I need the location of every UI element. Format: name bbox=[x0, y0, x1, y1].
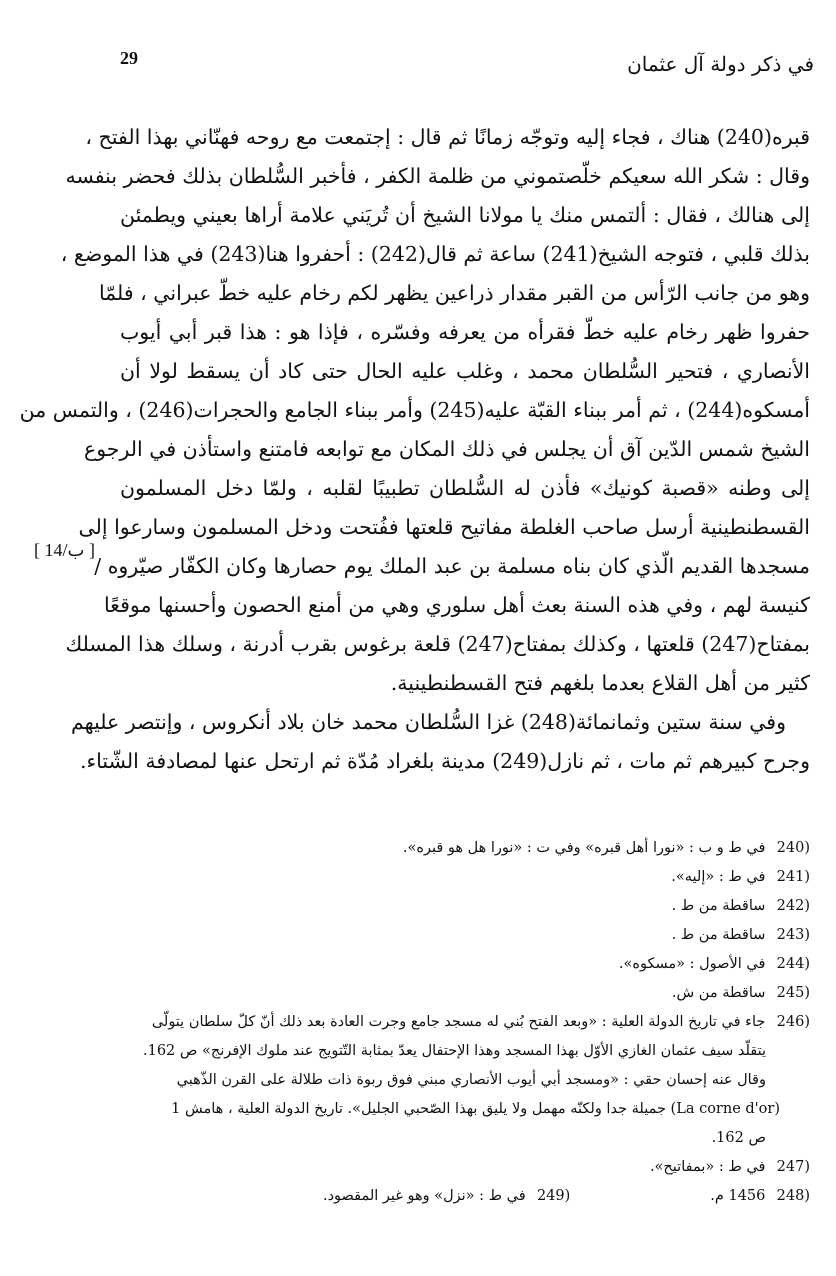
footnote-text: في ط : «بمفاتيح». bbox=[649, 1159, 766, 1175]
footnote-text: يتقلّد سيف عثمان الغازي الأوّل بهذا المسجد وهذا الإحتفال يعدّ بمثابة التّتويج عند ملوك الإفرنج» ص 162. bbox=[143, 1043, 766, 1059]
footnote-number: 247) bbox=[776, 1159, 810, 1175]
footnote-continuation bbox=[20, 1095, 810, 1124]
margin-folio-reference: [ 14/ب ] bbox=[34, 540, 95, 560]
footnote bbox=[323, 1182, 570, 1211]
footnote-text: 1456 م. bbox=[710, 1188, 766, 1204]
footnotes bbox=[20, 834, 810, 1211]
body-line: وفي سنة ستين وثمانمائة(248) غزا السُّلطان محمد خان بلاد أنكروس ، وإنتصر عليهم bbox=[70, 710, 786, 734]
footnote-pair bbox=[20, 1182, 810, 1211]
body-line: مسجدها القديم الّذي كان بناه مسلمة بن عبد الملك يوم حصارها وكان الكفّار صيّروه / bbox=[94, 554, 810, 578]
footnote-text: ساقطة من ش. bbox=[671, 985, 766, 1001]
footnote-text: وقال عنه إحسان حقي : «ومسجد أبي أيوب الأنصاري مبني فوق ربوة ذات طلالة على القرن الذّهبي bbox=[176, 1072, 766, 1088]
body-line: حفروا ظهر رخام عليه خطّ فقرأه من يعرفه وفسّره ، فإذا هو : هذا قبر أبي أيوب bbox=[120, 320, 810, 344]
body-line: كثير من أهل القلاع بعدما بلغهم فتح القسطنطينية. bbox=[390, 671, 810, 695]
footnote-continuation bbox=[20, 1066, 810, 1095]
body-line: بذلك قلبي ، فتوجه الشيخ(241) ساعة ثم قال(242) : أحفروا هنا(243) في هذا الموضع ، bbox=[60, 242, 810, 266]
footnote-text: في ط و ب : «نورا أهل قبره» وفي ت : «نورا هل هو قبره». bbox=[402, 840, 766, 856]
footnote bbox=[20, 1153, 810, 1182]
body-line: الشيخ شمس الدّين آق أن يجلس في ذلك المكان مع توابعه فامتنع واستأذن في الرجوع bbox=[83, 437, 810, 461]
body-line: كنيسة لهم ، وفي هذه السنة بعث أهل سلوري وهي من أمنع الحصون وأحسنها موقعًا bbox=[103, 593, 810, 617]
body-line: وجرح كبيرهم ثم مات ، ثم نازل(249) مدينة بلغراد مُدّة ثم ارتحل عنها لمصادفة الشّتاء. bbox=[80, 749, 810, 773]
footnote-text: (La corne d'or) جميلة جدا ولكنّه مهمل ولا يليق بهذا الصّحبي الجليل». تاريخ الدولة العلية ، هامش 1 bbox=[171, 1101, 780, 1117]
footnote-continuation bbox=[20, 1124, 810, 1153]
footnote bbox=[20, 834, 810, 863]
footnote-text: في ط : «إليه». bbox=[671, 869, 766, 885]
running-header: في ذكر دولة آل عثمان bbox=[627, 52, 814, 76]
footnote bbox=[20, 921, 810, 950]
footnote bbox=[20, 863, 810, 892]
footnote bbox=[20, 950, 810, 979]
body-line: أمسكوه(244) ، ثم أمر ببناء القبّة عليه(245) وأمر ببناء الجامع والحجرات(246) ، والتمس من bbox=[19, 398, 810, 422]
footnote-number: 248) bbox=[776, 1188, 810, 1204]
footnote-text: في الأصول : «مسكوه». bbox=[618, 956, 766, 972]
footnote-number: 244) bbox=[776, 956, 810, 972]
footnote bbox=[20, 979, 810, 1008]
footnote-number: 243) bbox=[776, 927, 810, 943]
footnote-text: جاء في تاريخ الدولة العلية : «وبعد الفتح بُني له مسجد جامع وجرت العادة بعد ذلك أنّ كلّ سلطان يتولّى bbox=[151, 1014, 766, 1030]
footnote-text: ص 162. bbox=[711, 1130, 766, 1146]
body-line: الأنصاري ، فتحير السُّلطان محمد ، وغلب عليه الحال حتى كاد أن يسقط لولا أن bbox=[120, 359, 810, 383]
body-line: القسطنطينية أرسل صاحب الغلطة مفاتيح قلعتها ففُتحت ودخل المسلمون وسارعوا إلى bbox=[78, 515, 810, 539]
footnote-text: ساقطة من ط . bbox=[671, 898, 766, 914]
body-line: وقال : شكر الله سعيكم خلّصتموني من ظلمة الكفر ، فأخبر السُّلطان بذلك فحضر بنفسه bbox=[65, 164, 810, 188]
footnote-number: 246) bbox=[776, 1014, 810, 1030]
footnote bbox=[20, 892, 810, 921]
footnote-text: ساقطة من ط . bbox=[671, 927, 766, 943]
footnote-number: 249) bbox=[536, 1188, 571, 1204]
footnote-number: 245) bbox=[776, 985, 810, 1001]
footnote-number: 242) bbox=[776, 898, 810, 914]
footnote bbox=[710, 1182, 810, 1211]
page-number: 29 bbox=[120, 48, 138, 68]
footnote-number: 240) bbox=[776, 840, 810, 856]
footnote-number: 241) bbox=[776, 869, 810, 885]
body-line: بمفتاح(247) قلعتها ، وكذلك بمفتاح(247) قلعة برغوس بقرب أدرنة ، وسلك هذا المسلك bbox=[65, 632, 810, 656]
body-line: إلى هنالك ، فقال : ألتمس منك يا مولانا الشيخ أن تُريَني علامة أراها بعيني ويطمئن bbox=[120, 203, 810, 227]
body-line: قبره(240) هناك ، فجاء إليه وتوجّه زمانًا ثم قال : إجتمعت مع روحه فهنّاني بهذا الفتح ، bbox=[85, 125, 810, 149]
footnote bbox=[20, 1008, 810, 1037]
footnote-text: في ط : «نزل» وهو غير المقصود. bbox=[322, 1188, 526, 1204]
body-line: وهو من جانب الرّأس من القبر مقدار ذراعين يظهر لكم رخام عليه خطّ عبراني ، فلمّا bbox=[98, 281, 810, 305]
body-line: إلى وطنه «قصبة كونيك» فأذن له السُّلطان تطبيبًا لقلبه ، ولمّا دخل المسلمون bbox=[120, 476, 810, 500]
footnote-continuation bbox=[20, 1037, 810, 1066]
